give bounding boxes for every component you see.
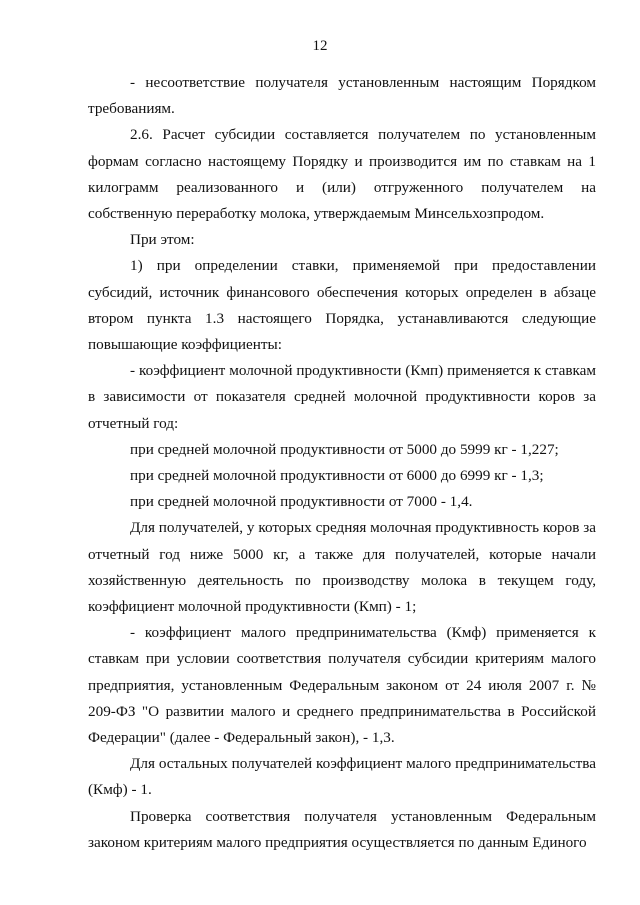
paragraph: 1) при определении ставки, применяемой при предоставлении субсидий, источник финансового обеспечения которых определен в абзаце втором пункта 1.3 настоящего Порядка, устанавливаются следующие повышающие коэффициенты: (88, 257, 596, 354)
paragraph: - коэффициент малого предпринимательства (Кмф) применяется к ставкам при условии соответствия получателя субсидии критериям малого предприятия, установленным Федеральным законом от 24 июля 2007 г. № 209-ФЗ "О развитии малого и среднего предпринимательства в Российской Федерации" (далее - Федеральный закон), - 1,3. (88, 624, 596, 747)
paragraph: При этом: (130, 231, 195, 249)
document-body (88, 70, 596, 856)
paragraph: Для получателей, у которых средняя молочная продуктивность коров за отчетный год ниже 5000 кг, а также для получателей, которые начали хозяйственную деятельность по производству молока в текущем году, коэффициент молочной продуктивности (Кмп) - 1; (88, 519, 596, 616)
paragraph: при средней молочной продуктивности от 7000 - 1,4. (130, 493, 473, 511)
paragraph: Для остальных получателей коэффициент малого предпринимательства (Кмф) - 1. (88, 755, 596, 799)
paragraph: Проверка соответствия получателя установленным Федеральным законом критериям малого предприятия осуществляется по данным Единого (88, 807, 596, 851)
paragraph: при средней молочной продуктивности от 5000 до 5999 кг - 1,227; (130, 440, 559, 458)
page-number: 12 (312, 38, 328, 54)
paragraph: - коэффициент молочной продуктивности (Кмп) применяется к ставкам в зависимости от показателя средней молочной продуктивности коров за отчетный год: (88, 362, 596, 432)
paragraph: 2.6. Расчет субсидии составляется получателем по установленным формам согласно настоящему Порядку и производится им по ставкам на 1 килограмм реализованного и (или) отгруженного получателем на собственную переработку молока, утверждаемым Минсельхозпродом. (88, 126, 596, 223)
paragraph: - несоответствие получателя установленным настоящим Порядком требованиям. (88, 74, 596, 118)
paragraph: при средней молочной продуктивности от 6000 до 6999 кг - 1,3; (130, 467, 544, 485)
